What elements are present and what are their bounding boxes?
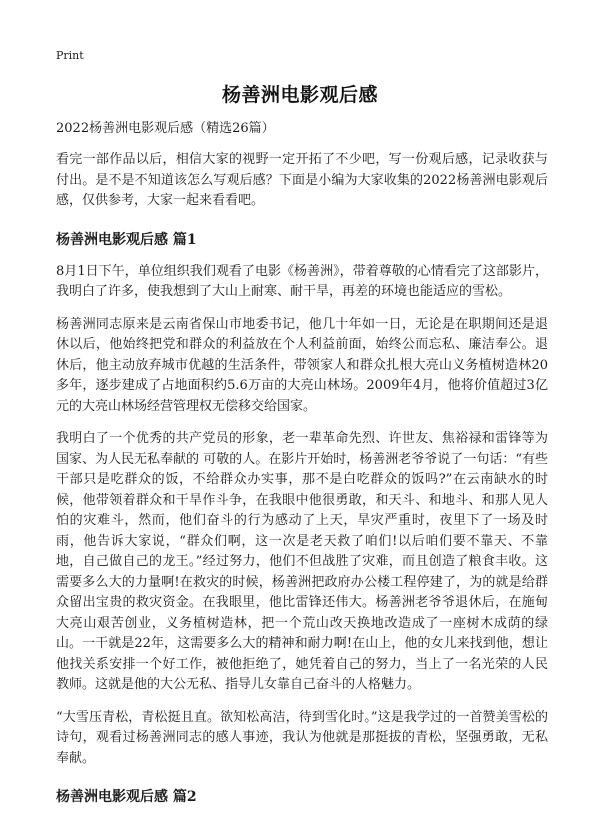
paragraph: 杨善洲同志原来是云南省保山市地委书记，他几十年如一日，无论是在职期间还是退休以后，他始终把党和群众的利益放在个人利益前面，始终公而忘私、廉洁奉公。退休后，他主动放弃城市优越的生活条件，带领家人和群众扎根大亮山义务植树造林20多年，逐步建成了占地面积约5.6万亩的大亮山林场。2009年4月，他将价值超过3亿元的大亮山林场经营管理权无偿移交给国家。 (56, 316, 548, 414)
print-link[interactable]: Print (56, 49, 84, 62)
article-body (56, 120, 548, 819)
intro-paragraph: 看完一部作品以后，相信大家的视野一定开拓了不少吧，写一份观后感，记录收获与付出。是不是不知道该怎么写观后感？下面是小编为大家收集的2022杨善洲电影观后感，仅供参考，大家一起来看看吧。 (56, 152, 548, 208)
paragraph: 我明白了一个优秀的共产党员的形象，老一辈革命先烈、许世友、焦裕禄和雷锋等为国家、为人民无私奉献的 可敬的人。在影片开始时，杨善洲老爷爷说了一句话：“有些干部只是吃群众的饭，不给群众办实事，那不是白吃群众的饭吗?”在云南缺水的时候，他带领着群众和干旱作斗争，在我眼中他很勇敢，和天斗、和地斗、和那人见人怕的灾难斗，然而，他们奋斗的行为感动了上天，旱灾严重时，夜里下了一场及时雨，他告诉大家说，“群众们啊，这一次是老天救了咱们!以后咱们要不靠天、不靠地，自己做自己的龙王。”经过努力，他们不但战胜了灾难，而且创造了粮食丰收。这需要多么大的力量啊!在救灾的时候，杨善洲把政府办公楼工程停建了，为的就是给群众留出宝贵的救灾资金。在我眼里，他比雷锋还伟大。杨善洲老爷爷退休后，在施甸大亮山艰苦创业，义务植树造林，把一个荒山改天换地改造成了一座树木成荫的绿山。一干就是22年，这需要多么大的精神和耐力啊!在山上，他的女儿来找到他，想让他找关系安排一个好工作，被他拒绝了，她凭着自己的努力，当上了一名光荣的人民教师。这就是他的大公无私、指导儿女靠自己奋斗的人格魅力。 (56, 431, 548, 692)
paragraph: 8月1日下午，单位组织我们观看了电影《杨善洲》，带着尊敬的心情看完了这部影片，我明白了许多，使我想到了大山上耐寒、耐干旱，再差的环境也能适应的雪松。 (56, 263, 548, 299)
section-heading-1: 杨善洲电影观后感 篇1 (56, 231, 197, 248)
paragraph: “大雪压青松，青松挺且直。欲知松高洁，待到雪化时。”这是我学过的一首赞美雪松的诗句，观看过杨善洲同志的感人事迹，我认为他就是那挺拔的青松，坚强勇敢，无私奉献。 (56, 709, 548, 766)
page-title: 杨善洲电影观后感 (221, 84, 378, 106)
article-subtitle: 2022杨善洲电影观后感（精选26篇） (56, 121, 275, 136)
section-heading-2: 杨善洲电影观后感 篇2 (56, 789, 197, 805)
